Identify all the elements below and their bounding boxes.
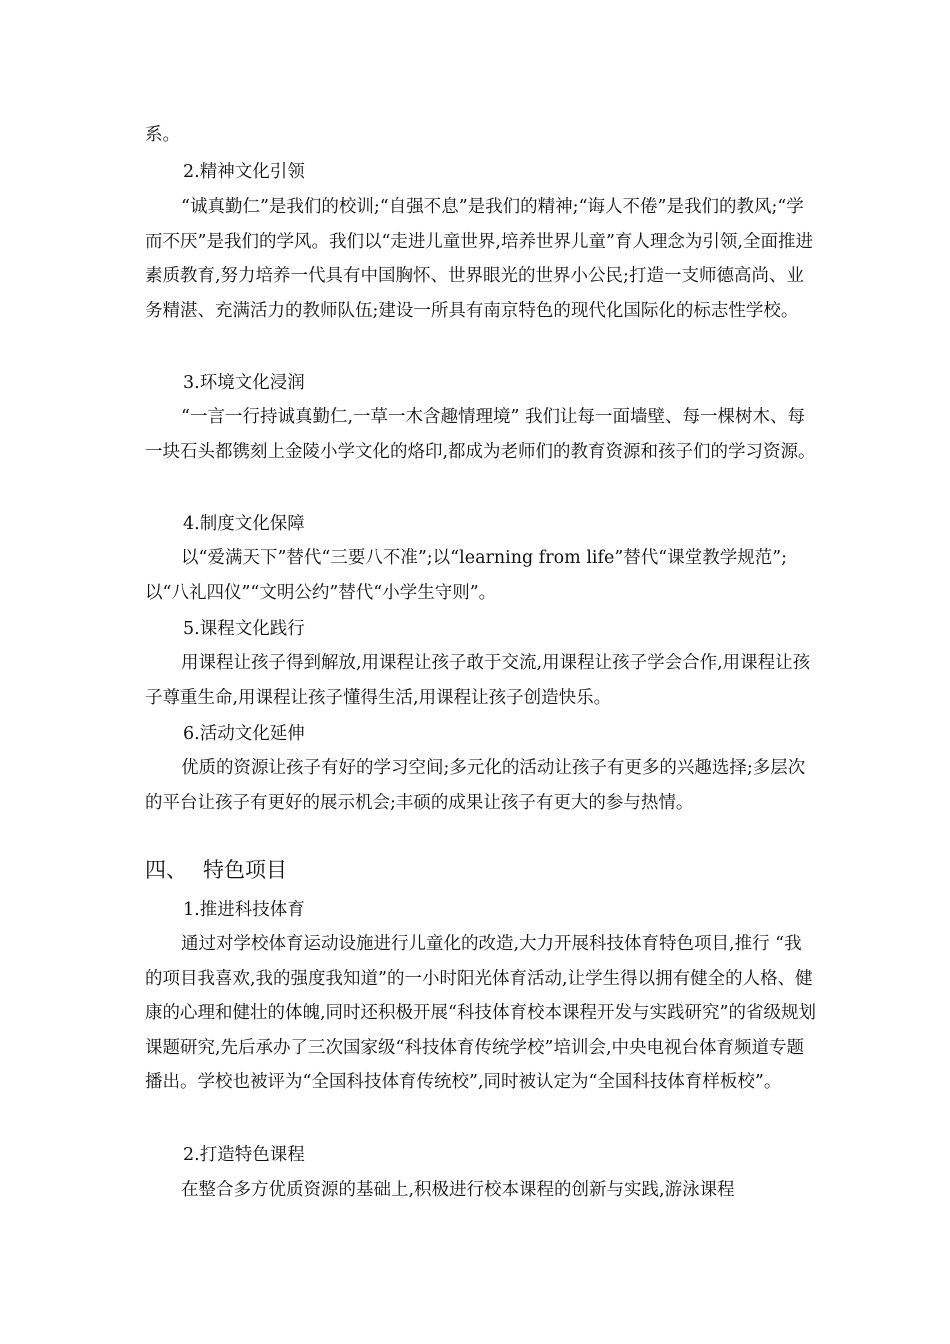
paragraph-activity-culture: 优质的资源让孩子有好的学习空间;多元化的活动让孩子有更多的兴趣选择;多层次的平台让孩子有更好的展示机会;丰硕的成果让孩子有更大的参与热情。 <box>145 758 806 813</box>
heading-activity-culture: 6.活动文化延伸 <box>183 724 305 744</box>
paragraph-environment-culture: “一言一行持诚真勤仁,一草一木含趣情理境” 我们让每一面墙壁、每一棵树木、每一块石头都镌刻上金陵小学文化的烙印,都成为老师们的教育资源和孩子们的学习资源。 <box>145 407 816 462</box>
paragraph-featured-course: 在整合多方优质资源的基础上,积极进行校本课程的创新与实践,游泳课程 <box>181 1180 735 1200</box>
heading-environment-culture: 3.环境文化浸润 <box>183 373 305 393</box>
paragraph-course-culture: 用课程让孩子得到解放,用课程让孩子敢于交流,用课程让孩子学会合作,用课程让孩子尊重生命,用课程让孩子懂得生活,用课程让孩子创造快乐。 <box>145 653 811 708</box>
heading-course-culture: 5.课程文化践行 <box>183 619 305 639</box>
heading-system-culture: 4.制度文化保障 <box>183 514 305 534</box>
paragraph-system-culture: 以“爱满天下”替代“三要八不准”;以“learning from life”替代“课堂教学规范”;以“八礼四仪”“文明公约”替代“小学生守则”。 <box>145 548 788 603</box>
section-title: 特色项目 <box>203 858 287 882</box>
heading-tech-sports: 1.推进科技体育 <box>183 900 305 920</box>
section-number: 四、 <box>145 858 187 882</box>
heading-featured-course: 2.打造特色课程 <box>183 1145 305 1165</box>
section-heading-featured-projects <box>145 852 817 888</box>
heading-spirit-culture: 2.精神文化引领 <box>183 162 305 182</box>
paragraph-spirit-culture: “诚真勤仁”是我们的校训;“自强不息”是我们的精神;“诲人不倦”是我们的教风;“学而不厌”是我们的学风。我们以“走进儿童世界,培养世界儿童”育人理念为引领,全面推进素质教育,努力培养一代具有中国胸怀、世界眼光的世界小公民;打造一支师德高尚、业务精湛、充满活力的教师队伍;建设一所具有南京特色的现代化国际化的标志性学校。 <box>145 197 813 321</box>
paragraph-tech-sports: 通过对学校体育运动设施进行儿童化的改造,大力开展科技体育特色项目,推行 “我的项目我喜欢,我的强度我知道”的一小时阳光体育活动,让学生得以拥有健全的人格、健康的心理和健壮的体魄,同时还积极开展“科技体育校本课程开发与实践研究”的省级规划课题研究,先后承办了三次国家级“科技体育传统学校”培训会,中央电视台体育频道专题播出。学校也被评为“全国科技体育传统校”,同时被认定为“全国科技体育样板校”。 <box>145 934 816 1092</box>
continuation-line: 系。 <box>145 125 180 145</box>
